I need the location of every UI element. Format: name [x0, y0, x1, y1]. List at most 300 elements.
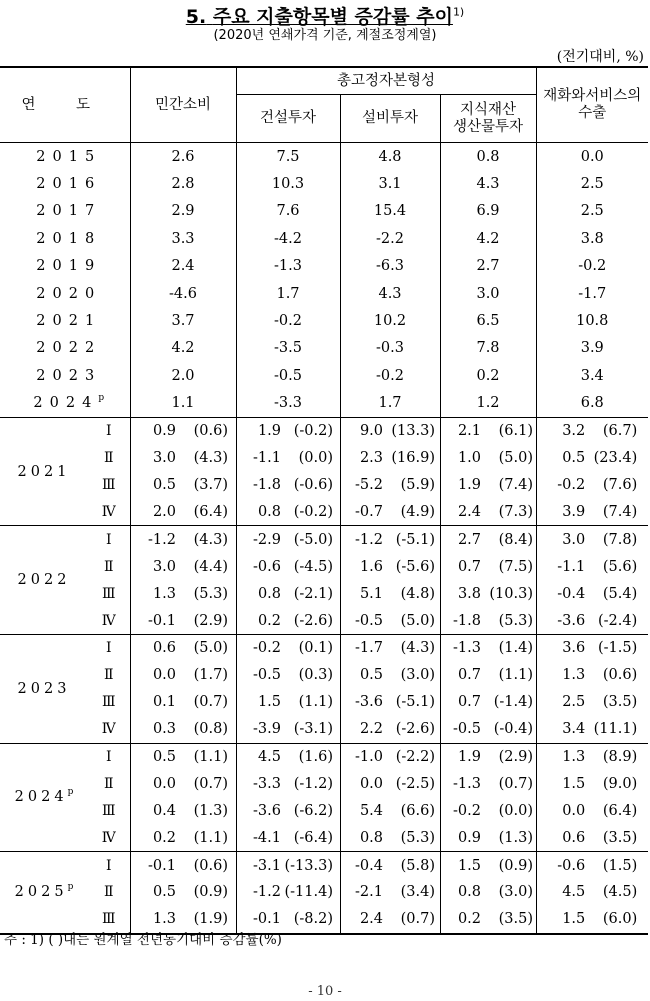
annual-section	[0, 143, 648, 418]
value-construction: 1.7	[236, 280, 340, 307]
qoq-value: 0.5	[359, 667, 383, 684]
value-ip: 7.8	[440, 335, 536, 362]
value-ip: 4.2	[440, 225, 536, 252]
value-equipment: -0.2	[340, 362, 440, 389]
yoy-value: (3.7)	[193, 477, 228, 494]
value-construction	[236, 445, 340, 472]
value-construction: -0.2	[236, 307, 340, 334]
yoy-value: (1.1)	[193, 829, 228, 846]
yoy-value: (-2.1)	[293, 585, 333, 602]
qoq-value: -2.9	[253, 531, 281, 548]
qoq-value: 3.9	[562, 504, 586, 521]
value-export	[536, 607, 648, 634]
value-private	[130, 472, 236, 499]
yoy-value: (4.3)	[193, 450, 228, 467]
header-private-consumption: 민간소비	[130, 67, 236, 143]
yoy-value: (3.5)	[602, 829, 638, 846]
qoq-value: 4.5	[562, 884, 586, 901]
quarter-label: Ⅲ	[101, 802, 116, 819]
yoy-value: (1.1)	[193, 749, 228, 766]
value-equipment	[340, 852, 440, 879]
value-export: 10.8	[536, 307, 648, 334]
value-export	[536, 662, 648, 689]
group-year-label: 2023	[17, 680, 71, 697]
yoy-value: (0.0)	[298, 450, 333, 467]
yoy-value: (-2.2)	[395, 749, 435, 766]
header-equipment: 설비투자	[340, 95, 440, 143]
yoy-value: (6.4)	[602, 802, 638, 819]
qoq-value: 0.6	[152, 640, 176, 657]
quarter-row	[0, 743, 648, 770]
value-private	[130, 743, 236, 770]
year-label: 2015	[36, 148, 102, 165]
year-cell	[0, 253, 130, 280]
value-private: 1.1	[130, 390, 236, 418]
qoq-value: -0.1	[148, 857, 176, 874]
yoy-value: (-5.1)	[395, 694, 435, 711]
yoy-value: (-1.5)	[597, 640, 638, 657]
preliminary-mark: p	[98, 393, 105, 404]
value-private: 2.0	[130, 362, 236, 389]
yoy-value: (-1.4)	[493, 694, 533, 711]
qoq-value: -1.8	[453, 612, 481, 629]
footnote: 주 : 1) ( )내는 원계열 전년동기대비 증감률(%)	[4, 932, 282, 948]
yoy-value: (7.8)	[602, 531, 638, 548]
yoy-value: (3.5)	[602, 694, 638, 711]
qoq-value: 0.9	[457, 829, 481, 846]
qoq-value: -5.2	[355, 477, 383, 494]
quarter-group-year	[0, 417, 88, 526]
yoy-value: (0.8)	[193, 721, 228, 738]
value-ip: 6.5	[440, 307, 536, 334]
value-export	[536, 580, 648, 607]
value-equipment: 4.8	[340, 143, 440, 171]
yoy-value: (1.9)	[193, 911, 228, 928]
qoq-value: 3.4	[562, 721, 586, 738]
qoq-value: 0.5	[562, 450, 586, 467]
yoy-value: (4.8)	[400, 585, 435, 602]
yoy-value: (-2.6)	[395, 721, 435, 738]
value-private	[130, 580, 236, 607]
yoy-value: (7.4)	[602, 504, 638, 521]
value-export	[536, 716, 648, 743]
value-private	[130, 417, 236, 444]
qoq-value: 0.4	[152, 802, 176, 819]
qoq-value: 0.2	[457, 911, 481, 928]
qoq-value: -0.5	[253, 667, 281, 684]
value-export: 3.4	[536, 362, 648, 389]
value-construction	[236, 662, 340, 689]
annual-row	[0, 362, 648, 389]
value-construction: -4.2	[236, 225, 340, 252]
group-year-label: 2024	[14, 789, 68, 806]
quarter-label: Ⅲ	[101, 694, 116, 711]
value-private: 2.6	[130, 143, 236, 171]
qoq-value: 0.0	[359, 775, 383, 792]
value-export: 6.8	[536, 390, 648, 418]
value-private	[130, 770, 236, 797]
quarter-row	[0, 689, 648, 716]
value-ip	[440, 824, 536, 851]
value-ip	[440, 906, 536, 934]
yoy-value: (7.6)	[602, 477, 638, 494]
value-equipment: 3.1	[340, 170, 440, 197]
yoy-value: (-11.4)	[284, 884, 333, 901]
value-export	[536, 770, 648, 797]
quarter-row	[0, 526, 648, 553]
value-private: 4.2	[130, 335, 236, 362]
qoq-value: 0.5	[152, 477, 176, 494]
year-label: 2017	[36, 203, 102, 220]
yoy-value: (-1.2)	[293, 775, 333, 792]
value-ip	[440, 607, 536, 634]
value-export	[536, 445, 648, 472]
value-construction	[236, 743, 340, 770]
value-equipment: 15.4	[340, 198, 440, 225]
yoy-value: (1.3)	[498, 829, 533, 846]
yoy-value: (-5.0)	[293, 531, 333, 548]
value-equipment	[340, 635, 440, 662]
yoy-value: (-8.2)	[293, 911, 333, 928]
value-private	[130, 662, 236, 689]
value-export: 2.5	[536, 170, 648, 197]
quarter-label: Ⅱ	[103, 775, 114, 792]
value-private	[130, 797, 236, 824]
unit-label: (전기대비, %)	[556, 49, 644, 65]
value-equipment	[340, 743, 440, 770]
yoy-value: (23.4)	[593, 450, 638, 467]
yoy-value: (1.3)	[193, 802, 228, 819]
quarter-group-year	[0, 635, 88, 744]
qoq-value: -0.7	[355, 504, 383, 521]
qoq-value: -4.1	[253, 829, 281, 846]
value-equipment	[340, 906, 440, 934]
yoy-value: (5.0)	[193, 640, 228, 657]
year-label: 2018	[36, 230, 102, 247]
yoy-value: (5.9)	[400, 477, 435, 494]
qoq-value: 1.3	[562, 749, 586, 766]
value-equipment	[340, 499, 440, 526]
yoy-value: (5.3)	[400, 829, 435, 846]
qoq-value: -0.6	[557, 857, 586, 874]
value-export	[536, 472, 648, 499]
yoy-value: (5.8)	[400, 857, 435, 874]
value-equipment	[340, 417, 440, 444]
qoq-value: 1.0	[457, 450, 481, 467]
quarter-label: Ⅰ	[88, 417, 130, 444]
yoy-value: (5.3)	[193, 585, 228, 602]
value-equipment	[340, 607, 440, 634]
qoq-value: 3.0	[562, 531, 586, 548]
qoq-value: 2.0	[152, 504, 176, 521]
title-number: 5.	[185, 6, 207, 28]
header-construction: 건설투자	[236, 95, 340, 143]
yoy-value: (0.6)	[193, 423, 228, 440]
value-export: 3.8	[536, 225, 648, 252]
yoy-value: (7.5)	[498, 558, 533, 575]
qoq-value: 1.3	[152, 585, 176, 602]
value-ip	[440, 716, 536, 743]
qoq-value: -1.7	[355, 640, 383, 657]
yoy-value: (4.3)	[193, 531, 228, 548]
quarter-label: Ⅰ	[88, 635, 130, 662]
yoy-value: (-5.6)	[395, 558, 435, 575]
header-gfcf: 총고정자본형성	[236, 67, 536, 95]
value-private	[130, 716, 236, 743]
value-equipment: 4.3	[340, 280, 440, 307]
preliminary-mark: p	[67, 882, 74, 893]
quarter-group-year	[0, 526, 88, 635]
value-export	[536, 526, 648, 553]
value-ip	[440, 635, 536, 662]
qoq-value: -1.2	[148, 531, 176, 548]
annual-row	[0, 280, 648, 307]
qoq-value: -0.2	[253, 640, 281, 657]
qoq-value: -3.3	[253, 775, 281, 792]
qoq-value: -3.6	[557, 612, 586, 629]
qoq-value: 0.0	[152, 775, 176, 792]
yoy-value: (2.9)	[498, 749, 533, 766]
yoy-value: (0.6)	[193, 857, 228, 874]
value-export: 3.9	[536, 335, 648, 362]
value-export	[536, 906, 648, 934]
qoq-value: 2.4	[359, 911, 383, 928]
value-export	[536, 499, 648, 526]
qoq-value: 1.5	[562, 775, 586, 792]
value-export: 0.0	[536, 143, 648, 171]
value-equipment	[340, 472, 440, 499]
value-equipment: -6.3	[340, 253, 440, 280]
qoq-value: -0.1	[253, 911, 281, 928]
quarter-label: Ⅲ	[88, 906, 130, 934]
value-export	[536, 743, 648, 770]
quarter-label: Ⅳ	[101, 612, 116, 629]
quarter-row	[0, 499, 648, 526]
value-construction	[236, 824, 340, 851]
header-year: 연 도	[0, 67, 130, 143]
page-number: - 10 -	[308, 984, 342, 999]
qoq-value: -0.2	[453, 802, 481, 819]
value-ip	[440, 472, 536, 499]
qoq-value: 2.5	[562, 694, 586, 711]
header-ip-line1: 지식재산	[459, 101, 517, 118]
value-ip	[440, 499, 536, 526]
value-construction: 7.5	[236, 143, 340, 171]
quarter-label: Ⅱ	[103, 450, 114, 467]
value-construction	[236, 526, 340, 553]
value-equipment	[340, 716, 440, 743]
quarter-row	[0, 445, 648, 472]
value-construction	[236, 580, 340, 607]
quarter-label: Ⅲ	[101, 477, 116, 494]
yoy-value: (6.4)	[193, 504, 228, 521]
value-construction	[236, 770, 340, 797]
qoq-value: 2.4	[457, 504, 481, 521]
value-private	[130, 553, 236, 580]
value-equipment	[340, 445, 440, 472]
quarter-label: Ⅰ	[88, 743, 130, 770]
header-ip-line2: 생산물투자	[452, 118, 524, 135]
yoy-value: (0.7)	[498, 775, 533, 792]
value-ip	[440, 689, 536, 716]
yoy-value: (8.9)	[602, 749, 638, 766]
value-equipment	[340, 580, 440, 607]
annual-row	[0, 198, 648, 225]
qoq-value: -0.4	[355, 857, 383, 874]
yoy-value: (0.9)	[193, 884, 228, 901]
qoq-value: -0.5	[453, 721, 481, 738]
value-construction	[236, 716, 340, 743]
yoy-value: (7.3)	[498, 504, 533, 521]
yoy-value: (5.0)	[400, 612, 435, 629]
value-private	[130, 852, 236, 879]
value-equipment	[340, 824, 440, 851]
qoq-value: 0.0	[152, 667, 176, 684]
value-private	[130, 607, 236, 634]
qoq-value: -0.6	[253, 558, 281, 575]
yoy-value: (-4.5)	[293, 558, 333, 575]
header-exports	[536, 67, 648, 143]
quarter-row	[0, 635, 648, 662]
quarter-label: Ⅳ	[101, 721, 116, 738]
qoq-value: -0.1	[148, 612, 176, 629]
value-construction: 7.6	[236, 198, 340, 225]
yoy-value: (0.7)	[193, 775, 228, 792]
yoy-value: (3.0)	[400, 667, 435, 684]
year-cell	[0, 362, 130, 389]
value-private	[130, 635, 236, 662]
yoy-value: (0.7)	[400, 911, 435, 928]
value-export	[536, 689, 648, 716]
value-export: 2.5	[536, 198, 648, 225]
qoq-value: -2.1	[355, 884, 383, 901]
qoq-value: -1.8	[253, 477, 281, 494]
qoq-value: 0.7	[457, 667, 481, 684]
value-private	[130, 526, 236, 553]
year-cell	[0, 170, 130, 197]
annual-row	[0, 390, 648, 418]
value-ip	[440, 553, 536, 580]
annual-row	[0, 143, 648, 171]
qoq-value: 0.7	[457, 694, 481, 711]
value-export: -1.7	[536, 280, 648, 307]
quarter-label: Ⅰ	[88, 526, 130, 553]
yoy-value: (3.0)	[498, 884, 533, 901]
value-equipment: 10.2	[340, 307, 440, 334]
value-export	[536, 417, 648, 444]
quarter-label: Ⅳ	[101, 829, 116, 846]
quarter-label: Ⅱ	[103, 558, 114, 575]
yoy-value: (-6.2)	[293, 802, 333, 819]
value-ip	[440, 743, 536, 770]
qoq-value: 3.6	[562, 640, 586, 657]
value-ip: 6.9	[440, 198, 536, 225]
annual-row	[0, 253, 648, 280]
quarter-row	[0, 824, 648, 851]
value-ip	[440, 526, 536, 553]
value-export	[536, 635, 648, 662]
qoq-value: -3.9	[253, 721, 281, 738]
value-ip	[440, 879, 536, 906]
qoq-value: -1.3	[453, 775, 481, 792]
quarterly-section	[0, 417, 648, 933]
quarter-group-year	[0, 743, 88, 852]
yoy-value: (1.5)	[602, 857, 638, 874]
value-ip	[440, 770, 536, 797]
value-ip	[440, 580, 536, 607]
yoy-value: (-0.6)	[293, 477, 333, 494]
yoy-value: (6.0)	[602, 911, 638, 928]
qoq-value: -1.2	[355, 531, 383, 548]
value-ip	[440, 445, 536, 472]
yoy-value: (13.3)	[391, 423, 435, 440]
yoy-value: (-0.4)	[493, 721, 533, 738]
yoy-value: (0.0)	[498, 802, 533, 819]
quarter-row	[0, 607, 648, 634]
year-label: 2024	[33, 395, 99, 412]
year-label: 2021	[36, 313, 102, 330]
value-ip: 1.2	[440, 390, 536, 418]
yoy-value: (0.9)	[498, 857, 533, 874]
qoq-value: 0.3	[152, 721, 176, 738]
value-construction: -0.5	[236, 362, 340, 389]
value-construction: 10.3	[236, 170, 340, 197]
quarter-row	[0, 472, 648, 499]
value-export	[536, 797, 648, 824]
quarter-label: Ⅰ	[88, 852, 130, 879]
yoy-value: (4.9)	[400, 504, 435, 521]
expenditure-growth-table	[0, 66, 648, 935]
yoy-value: (10.3)	[489, 585, 533, 602]
qoq-value: 0.8	[257, 585, 281, 602]
yoy-value: (0.7)	[193, 694, 228, 711]
qoq-value: -3.6	[355, 694, 383, 711]
qoq-value: -1.2	[253, 884, 281, 901]
yoy-value: (16.9)	[391, 450, 435, 467]
value-construction	[236, 553, 340, 580]
yoy-value: (-2.4)	[597, 612, 638, 629]
yoy-value: (5.0)	[498, 450, 533, 467]
year-label: 2019	[36, 258, 102, 275]
qoq-value: -1.3	[453, 640, 481, 657]
yoy-value: (1.1)	[498, 667, 533, 684]
quarter-row	[0, 580, 648, 607]
year-label: 2022	[36, 340, 102, 357]
qoq-value: 1.9	[457, 477, 481, 494]
year-label: 2023	[36, 367, 102, 384]
qoq-value: 0.5	[152, 749, 176, 766]
qoq-value: -1.1	[253, 450, 281, 467]
qoq-value: 1.5	[257, 694, 281, 711]
yoy-value: (-5.1)	[395, 531, 435, 548]
qoq-value: 5.4	[359, 802, 383, 819]
value-construction	[236, 635, 340, 662]
value-private: -4.6	[130, 280, 236, 307]
qoq-value: -1.0	[355, 749, 383, 766]
yoy-value: (5.4)	[602, 585, 638, 602]
value-private	[130, 689, 236, 716]
value-export	[536, 879, 648, 906]
table-header	[0, 67, 648, 143]
qoq-value: -3.6	[253, 802, 281, 819]
year-cell	[0, 335, 130, 362]
qoq-value: 0.2	[152, 829, 176, 846]
qoq-value: -0.2	[557, 477, 586, 494]
yoy-value: (6.6)	[400, 802, 435, 819]
yoy-value: (8.4)	[498, 531, 533, 548]
value-equipment	[340, 797, 440, 824]
qoq-value: 0.8	[457, 884, 481, 901]
